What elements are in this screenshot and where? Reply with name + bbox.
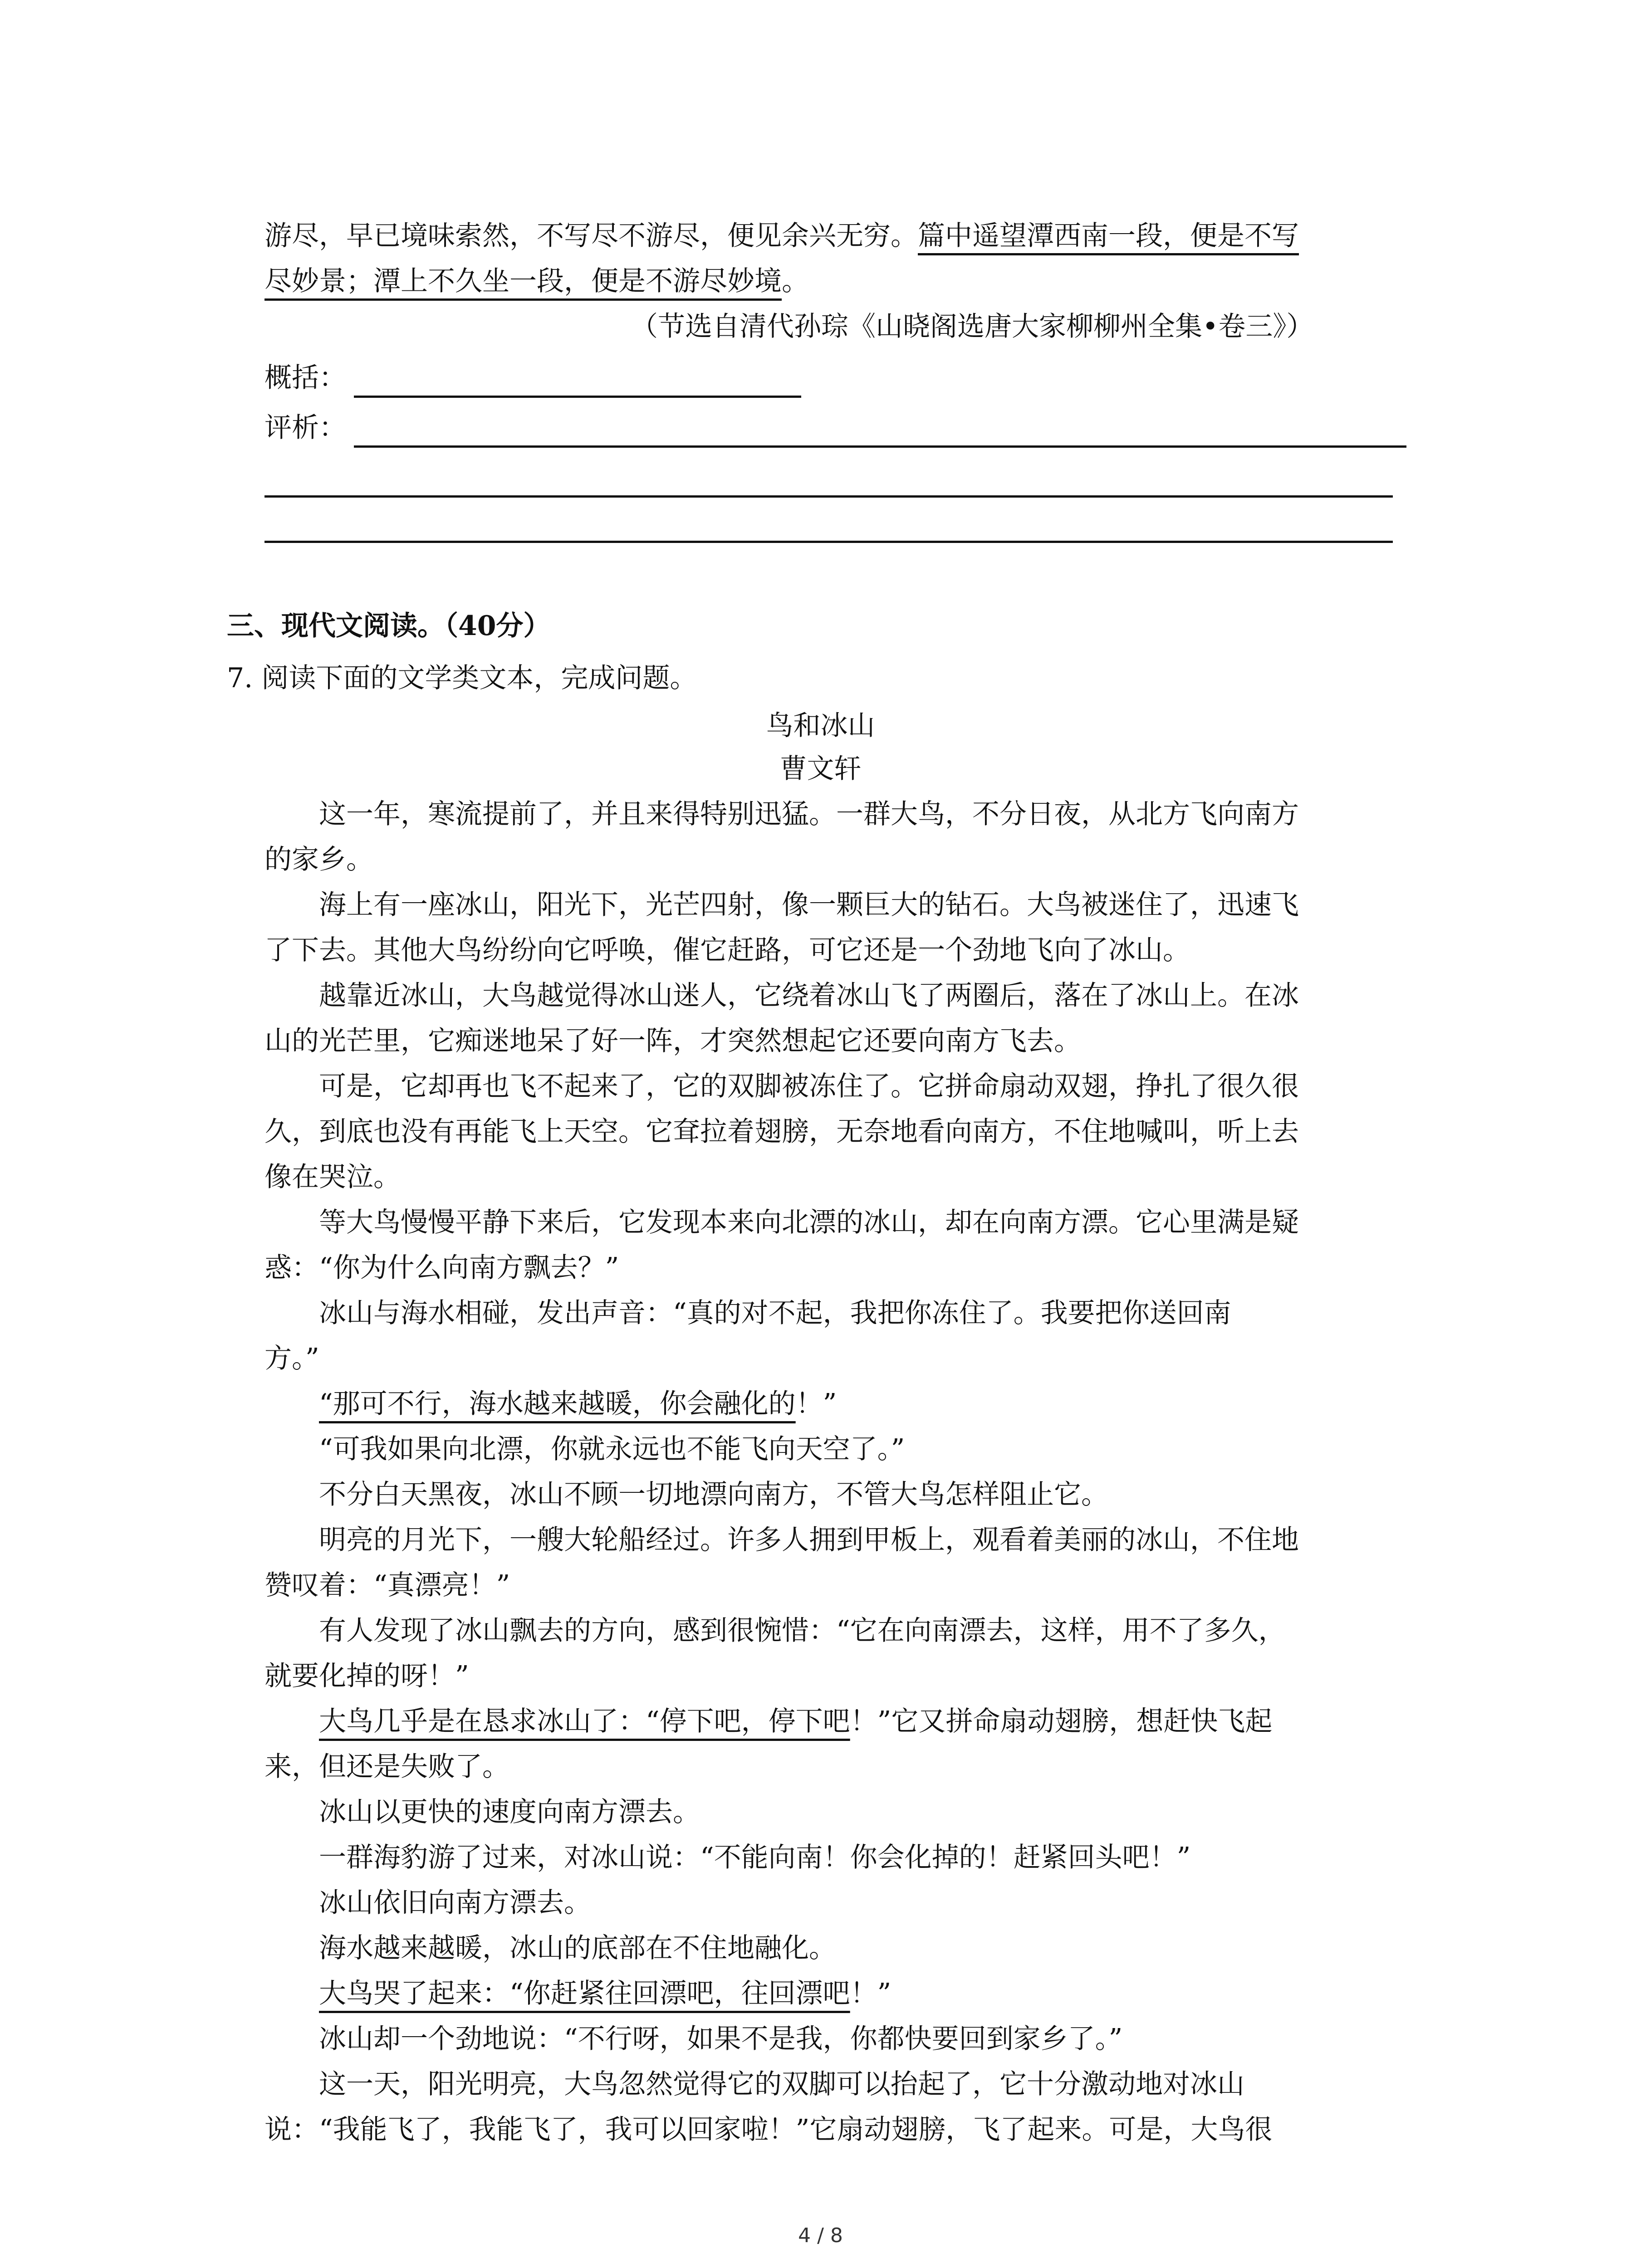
story-line: 冰山以更快的速度向南方漂去。 bbox=[319, 1796, 700, 1828]
story-line: 了下去。其他大鸟纷纷向它呼唤，催它赶路，可它还是一个劲地飞向了冰山。 bbox=[265, 934, 1190, 966]
story-line: 这一天，阳光明亮，大鸟忽然觉得它的双脚可以抬起了，它十分激动地对冰山 bbox=[319, 2068, 1244, 2100]
passage-text: 游尽，早已境味索然，不写尽不游尽，便见余兴无穷。 bbox=[265, 220, 918, 252]
question-prompt: 7. 阅读下面的文学类文本，完成问题。 bbox=[227, 662, 697, 694]
source-citation: （节选自清代孙琮《山晓阁选唐大家柳柳州全集•卷三》） bbox=[631, 311, 1314, 342]
story-line: 山的光芒里，它痴迷地呆了好一阵，才突然想起它还要向南方飞去。 bbox=[265, 1025, 1081, 1057]
story-line: 久，到底也没有再能飞上天空。它耷拉着翅膀，无奈地看向南方，不住地喊叫，听上去 bbox=[265, 1116, 1299, 1148]
underlined-sentence: “那可不行，海水越来越暖，你会融化的 bbox=[319, 1388, 796, 1420]
story-line: 一群海豹游了过来，对冰山说：“不能向南！你会化掉的！赶紧回头吧！” bbox=[319, 1842, 1191, 1873]
story-line: 冰山与海水相碰，发出声音：“真的对不起，我把你冻住了。我要把你送回南 bbox=[319, 1297, 1231, 1329]
story-line: “可我如果向北漂，你就永远也不能飞向天空了。” bbox=[319, 1433, 905, 1465]
story-line: 惑：“你为什么向南方飘去？” bbox=[265, 1252, 619, 1284]
passage-text: 。 bbox=[782, 265, 809, 297]
underlined-sentence: 大鸟几乎是在恳求冰山了：“停下吧，停下吧 bbox=[319, 1706, 850, 1737]
story-line: 说：“我能飞了，我能飞了，我可以回家啦！”它扇动翅膀，飞了起来。可是，大鸟很 bbox=[265, 2114, 1273, 2146]
analysis-answer-line-3[interactable] bbox=[265, 541, 1393, 543]
story-line: 海上有一座冰山，阳光下，光芒四射，像一颗巨大的钻石。大鸟被迷住了，迅速飞 bbox=[319, 889, 1299, 921]
story-line: 的家乡。 bbox=[265, 844, 373, 875]
section-heading: 三、现代文阅读。（40分） bbox=[227, 610, 551, 642]
passage-line bbox=[265, 265, 809, 297]
passage-line bbox=[265, 220, 1299, 252]
page-number: 4 / 8 bbox=[798, 2224, 843, 2247]
summary-label: 概括： bbox=[265, 362, 346, 394]
story-text: ！” bbox=[795, 1388, 837, 1420]
underlined-passage: 尽妙景；潭上不久坐一段，便是不游尽妙境 bbox=[265, 265, 782, 297]
story-line: 像在哭泣。 bbox=[265, 1161, 401, 1193]
analysis-answer-line-2[interactable] bbox=[265, 495, 1393, 498]
story-line bbox=[319, 1980, 891, 2007]
analysis-label: 评析： bbox=[265, 412, 346, 444]
analysis-answer-line[interactable] bbox=[354, 445, 1406, 448]
story-text: ！” bbox=[850, 1978, 892, 2009]
story-line: 不分白天黑夜，冰山不顾一切地漂向南方，不管大鸟怎样阻止它。 bbox=[319, 1479, 1108, 1510]
story-line bbox=[319, 1390, 837, 1418]
story-line: 等大鸟慢慢平静下来后，它发现本来向北漂的冰山，却在向南方漂。它心里满是疑 bbox=[319, 1207, 1299, 1238]
story-title: 鸟和冰山 bbox=[766, 710, 875, 742]
story-author: 曹文轩 bbox=[779, 753, 862, 785]
story-line: 这一年，寒流提前了，并且来得特别迅猛。一群大鸟，不分日夜，从北方飞向南方 bbox=[319, 798, 1299, 830]
story-line: 赞叹着：“真漂亮！” bbox=[265, 1569, 510, 1601]
story-line: 明亮的月光下，一艘大轮船经过。许多人拥到甲板上，观看着美丽的冰山，不住地 bbox=[319, 1524, 1299, 1556]
story-line: 越靠近冰山，大鸟越觉得冰山迷人，它绕着冰山飞了两圈后，落在了冰山上。在冰 bbox=[319, 980, 1299, 1012]
story-line: 就要化掉的呀！” bbox=[265, 1660, 469, 1692]
summary-answer-line[interactable] bbox=[354, 396, 801, 398]
underlined-passage: 篇中遥望潭西南一段，便是不写 bbox=[918, 220, 1299, 252]
story-line: 冰山依旧向南方漂去。 bbox=[319, 1887, 591, 1919]
story-line bbox=[319, 1708, 1272, 1735]
story-line: 方。” bbox=[265, 1343, 319, 1374]
story-line: 来，但还是失败了。 bbox=[265, 1751, 509, 1783]
story-line: 海水越来越暖，冰山的底部在不住地融化。 bbox=[319, 1932, 836, 1964]
story-line: 有人发现了冰山飘去的方向，感到很惋惜：“它在向南漂去，这样，用不了多久， bbox=[319, 1615, 1286, 1647]
story-line: 可是，它却再也飞不起来了，它的双脚被冻住了。它拼命扇动双翅，挣扎了很久很 bbox=[319, 1070, 1299, 1102]
story-text: ！”它又拼命扇动翅膀，想赶快飞起 bbox=[850, 1706, 1273, 1737]
story-line: 冰山却一个劲地说：“不行呀，如果不是我，你都快要回到家乡了。” bbox=[319, 2023, 1123, 2055]
underlined-sentence: 大鸟哭了起来：“你赶紧往回漂吧，往回漂吧 bbox=[319, 1978, 850, 2009]
